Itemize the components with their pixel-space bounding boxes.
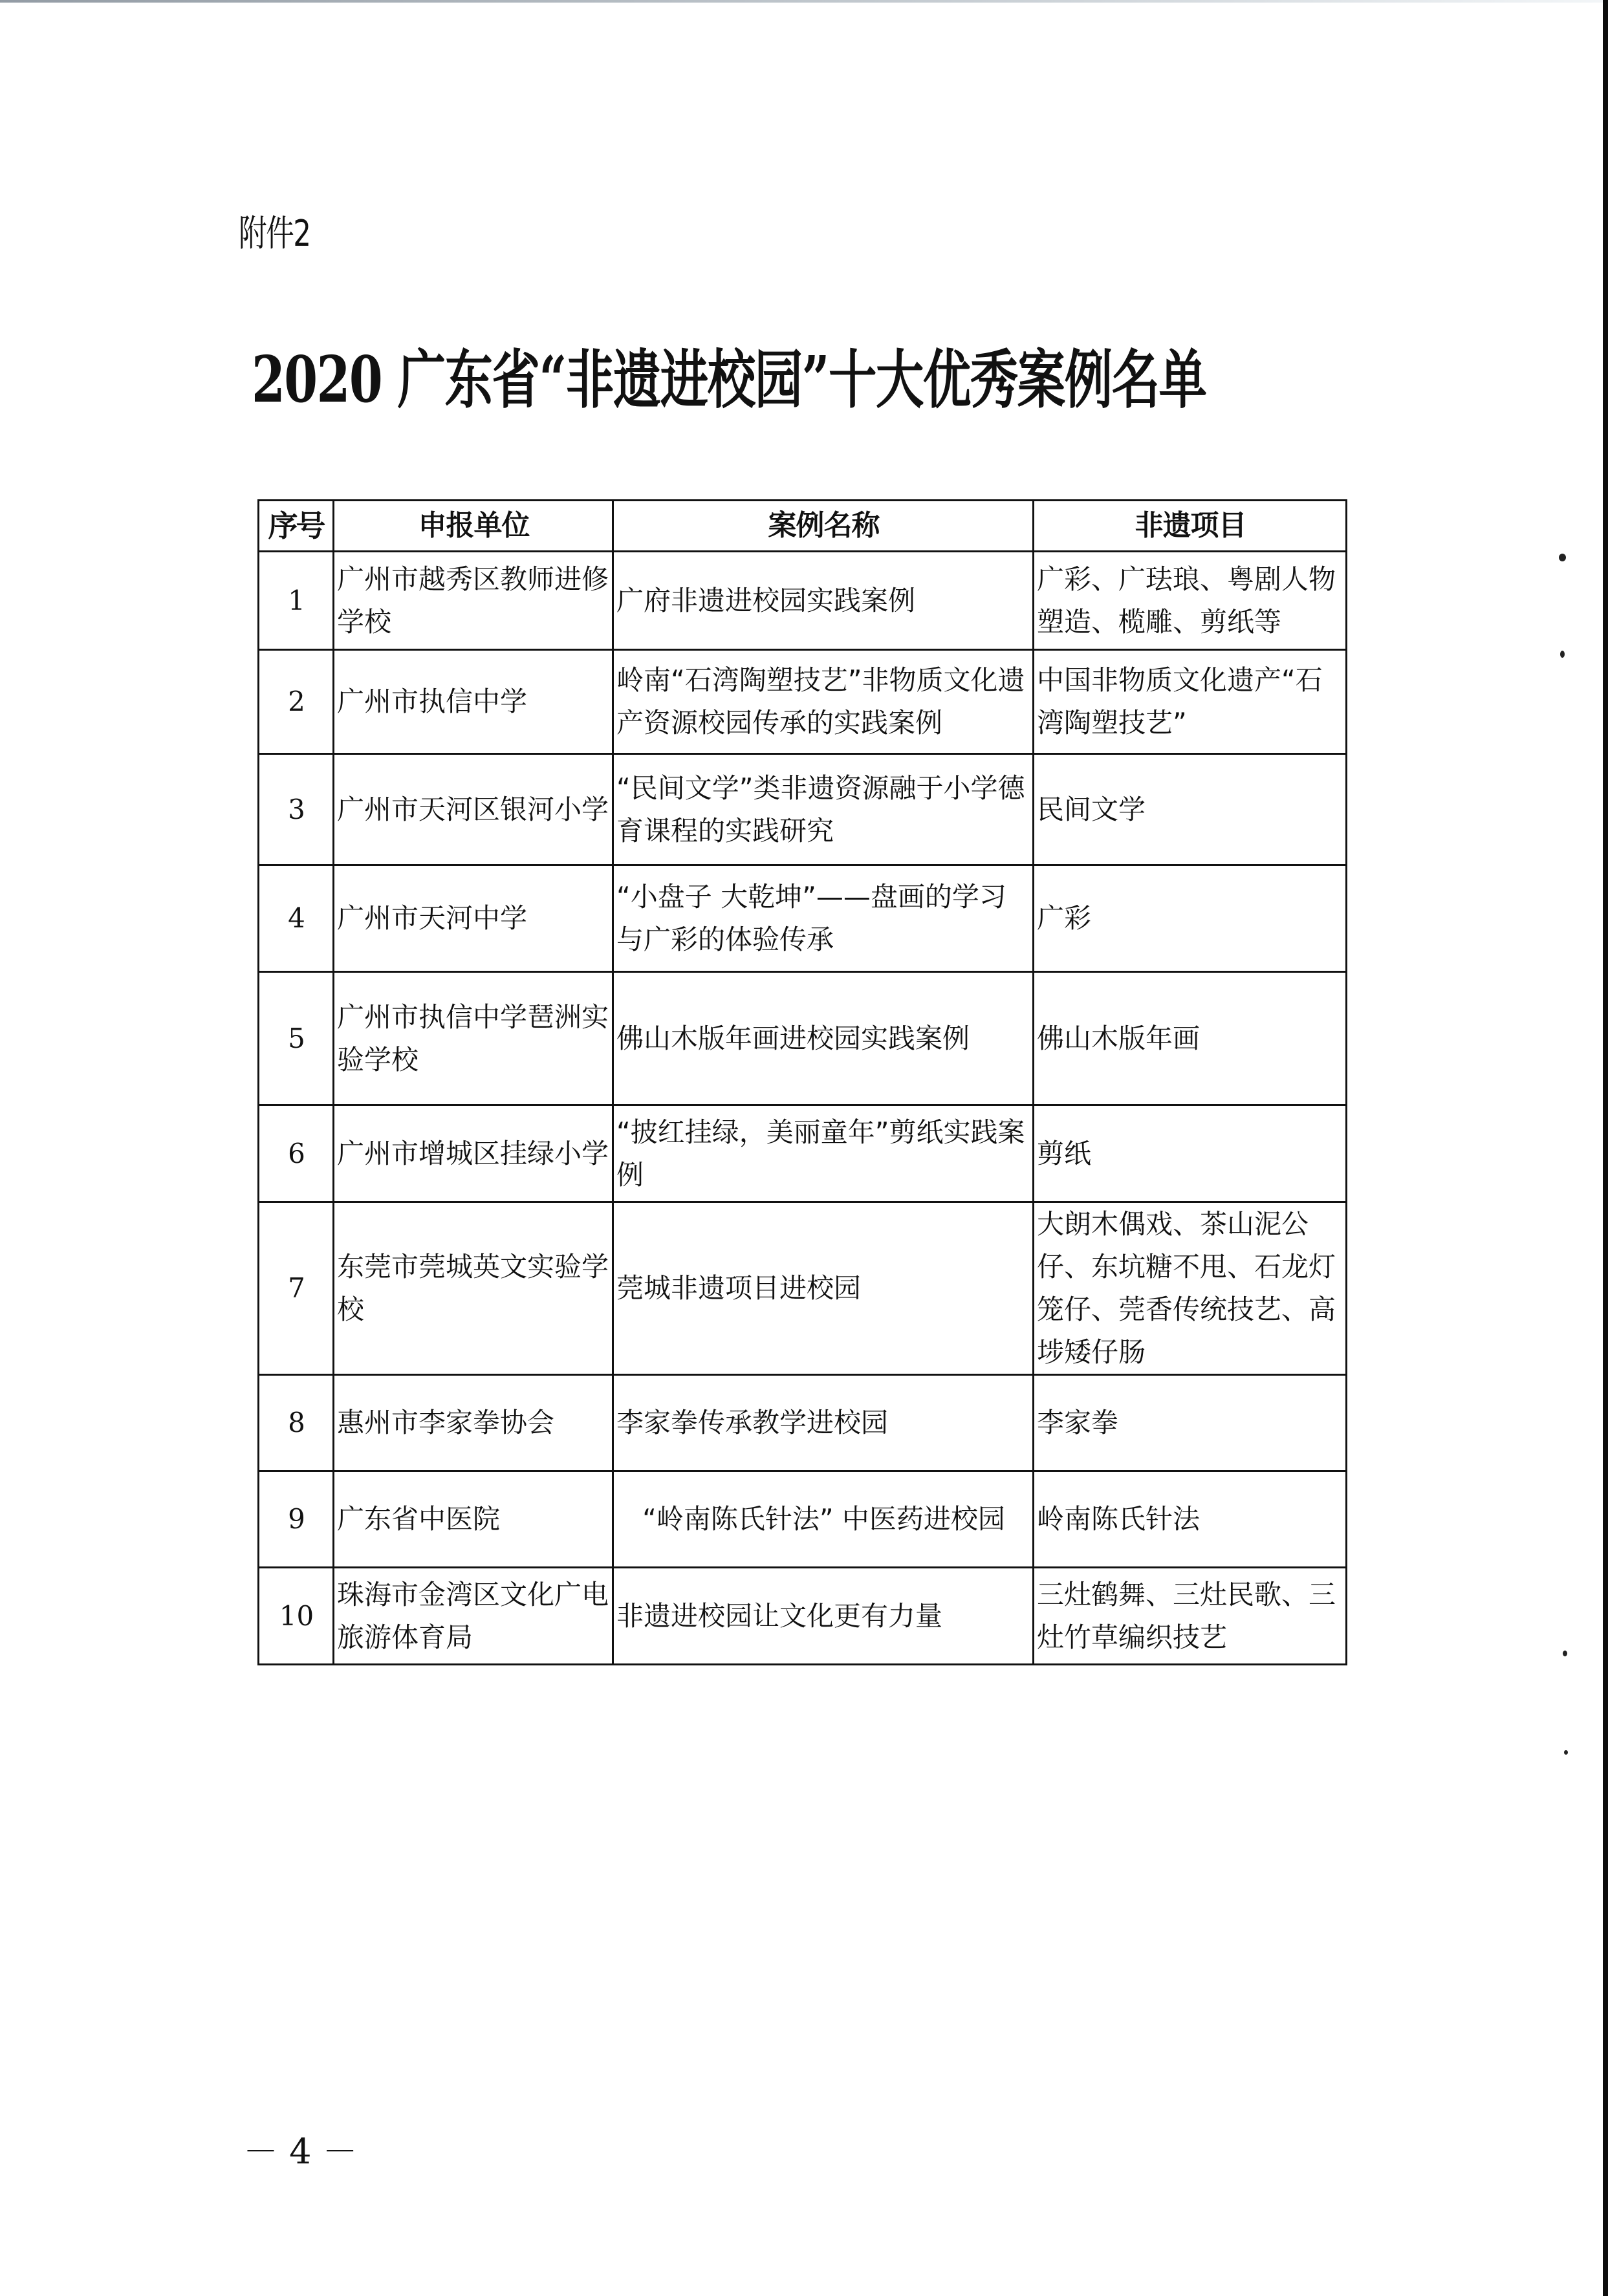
- heritage-item: 李家拳: [1034, 1375, 1347, 1471]
- applicant-unit: 东莞市莞城英文实验学校: [334, 1202, 613, 1375]
- serial-number: 4: [259, 865, 334, 972]
- table-row: [259, 650, 1347, 754]
- case-name: “小盘子 大乾坤”——盘画的学习与广彩的体验传承: [613, 865, 1034, 972]
- serial-number: 6: [259, 1105, 334, 1202]
- applicant-unit: 广州市天河区银河小学: [334, 754, 613, 865]
- heritage-item: 广彩、广珐琅、粤剧人物塑造、榄雕、剪纸等: [1034, 552, 1347, 650]
- scan-speck: [1563, 1651, 1567, 1656]
- table-row: [259, 754, 1347, 865]
- attachment-label: 附件2: [239, 213, 310, 255]
- table-row: [259, 1105, 1347, 1202]
- table-row: [259, 865, 1347, 972]
- heritage-item: 广彩: [1034, 865, 1347, 972]
- scan-top-edge: [0, 0, 1608, 3]
- table-row: [259, 972, 1347, 1105]
- table-row: [259, 1375, 1347, 1471]
- scan-speck: [1560, 651, 1565, 658]
- serial-number: 3: [259, 754, 334, 865]
- applicant-unit: 广州市增城区挂绿小学: [334, 1105, 613, 1202]
- case-name: “民间文学”类非遗资源融于小学德育课程的实践研究: [613, 754, 1034, 865]
- document-title: 2020 广东省“非遗进校园”十大优秀案例名单: [252, 343, 1206, 417]
- table-row: [259, 552, 1347, 650]
- cases-table: [257, 499, 1347, 1665]
- header-case-name: 案例名称: [613, 501, 1034, 552]
- table-row: [259, 1471, 1347, 1568]
- case-name: 佛山木版年画进校园实践案例: [613, 972, 1034, 1105]
- serial-number: 2: [259, 650, 334, 754]
- serial-number: 7: [259, 1202, 334, 1375]
- header-heritage-item: 非遗项目: [1034, 501, 1347, 552]
- applicant-unit: 珠海市金湾区文化广电旅游体育局: [334, 1568, 613, 1665]
- header-serial-number: 序号: [259, 501, 334, 552]
- heritage-item: 民间文学: [1034, 754, 1347, 865]
- table-row: [259, 1202, 1347, 1375]
- case-name: 莞城非遗项目进校园: [613, 1202, 1034, 1375]
- serial-number: 10: [259, 1568, 334, 1665]
- applicant-unit: 广州市执信中学: [334, 650, 613, 754]
- heritage-item: 三灶鹤舞、三灶民歌、三灶竹草编织技艺: [1034, 1568, 1347, 1665]
- applicant-unit: 广州市天河中学: [334, 865, 613, 972]
- heritage-item: 中国非物质文化遗产“石湾陶塑技艺”: [1034, 650, 1347, 754]
- case-name: 岭南“石湾陶塑技艺”非物质文化遗产资源校园传承的实践案例: [613, 650, 1034, 754]
- table-row: [259, 1568, 1347, 1665]
- heritage-item: 大朗木偶戏、茶山泥公仔、东坑糖不甩、石龙灯笼仔、莞香传统技艺、高埗矮仔肠: [1034, 1202, 1347, 1375]
- serial-number: 9: [259, 1471, 334, 1568]
- applicant-unit: 惠州市李家拳协会: [334, 1375, 613, 1471]
- table-header-row: [259, 501, 1347, 552]
- scan-right-edge: [1603, 0, 1608, 2296]
- serial-number: 8: [259, 1375, 334, 1471]
- case-name: 广府非遗进校园实践案例: [613, 552, 1034, 650]
- case-name: “岭南陈氏针法” 中医药进校园: [613, 1471, 1034, 1568]
- heritage-item: 岭南陈氏针法: [1034, 1471, 1347, 1568]
- serial-number: 5: [259, 972, 334, 1105]
- heritage-item: 剪纸: [1034, 1105, 1347, 1202]
- applicant-unit: 广州市越秀区教师进修学校: [334, 552, 613, 650]
- case-name: “披红挂绿，美丽童年”剪纸实践案例: [613, 1105, 1034, 1202]
- header-applicant-unit: 申报单位: [334, 501, 613, 552]
- applicant-unit: 广东省中医院: [334, 1471, 613, 1568]
- case-name: 李家拳传承教学进校园: [613, 1375, 1034, 1471]
- scan-speck: [1559, 554, 1566, 561]
- page-number: － 4 －: [243, 2131, 358, 2172]
- scan-speck: [1564, 1750, 1568, 1755]
- serial-number: 1: [259, 552, 334, 650]
- heritage-item: 佛山木版年画: [1034, 972, 1347, 1105]
- applicant-unit: 广州市执信中学琶洲实验学校: [334, 972, 613, 1105]
- case-name: 非遗进校园让文化更有力量: [613, 1568, 1034, 1665]
